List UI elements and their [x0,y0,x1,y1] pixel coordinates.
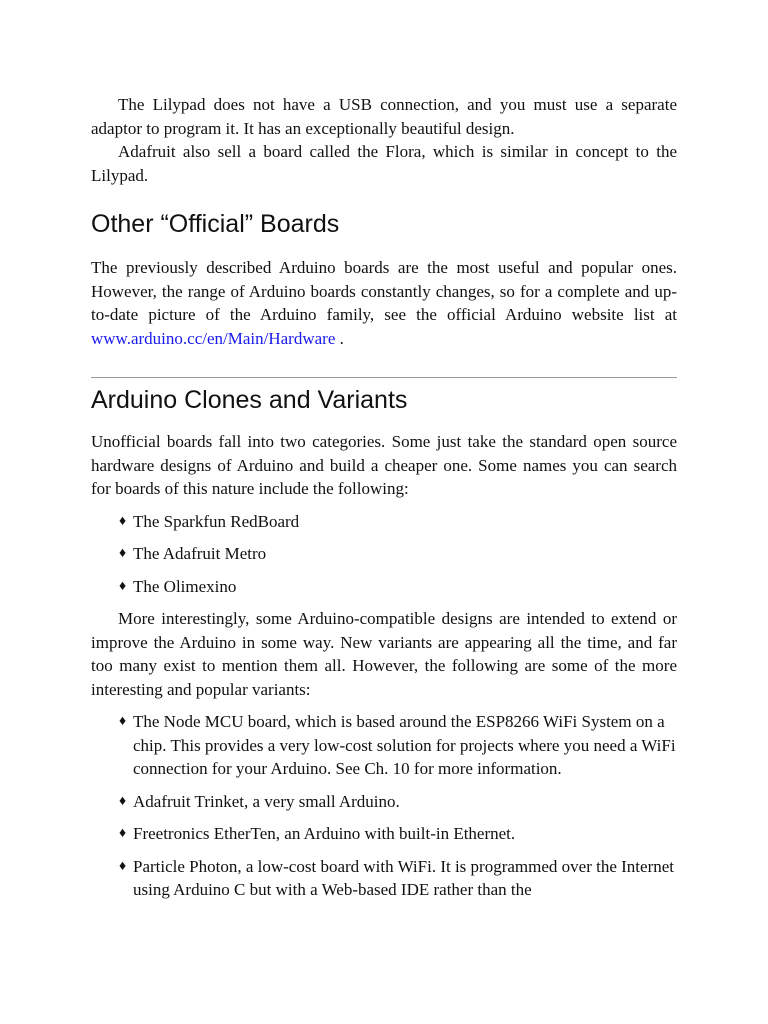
arduino-hardware-link[interactable]: www.arduino.cc/en/Main/Hardware [91,328,336,348]
diamond-bullet-icon: ♦ [119,513,127,529]
list-item-text: The Sparkfun RedBoard [133,511,300,531]
diamond-bullet-icon: ♦ [119,714,127,729]
list-item [91,542,677,566]
variant-board-list [91,710,677,902]
list-item [91,575,677,599]
intro-paragraph-1: The Lilypad does not have a USB connection, and you must use a separate adaptor to program it. It has an exceptionally beautiful design. [91,95,677,138]
list-item-text: Particle Photon, a low-cost board with WiFi. It is programmed over the Internet using Arduino C but with a Web-based IDE rather than the [133,856,674,899]
list-item [91,855,677,902]
clones-paragraph-1: Unofficial boards fall into two categories. Some just take the standard open source hardware designs of Arduino and build a cheaper one. Some names you can search for boards of this nature include the following: [91,432,677,498]
section-divider [91,377,677,378]
page-content [91,93,677,902]
diamond-bullet-icon: ♦ [119,578,127,594]
diamond-bullet-icon: ♦ [119,793,127,809]
list-item-text: The Olimexino [133,576,237,596]
clone-board-list [91,510,677,599]
diamond-bullet-icon: ♦ [119,858,127,874]
link-trailing-period: . [335,328,344,348]
list-item-text: Freetronics EtherTen, an Arduino with built-in Ethernet. [133,824,516,843]
official-boards-text: The previously described Arduino boards are the most useful and popular ones. However, the range of Arduino boards constantly changes, so for a complete and up-to-date picture of the Arduino family, see the official Arduino website list at [91,258,677,324]
list-item [91,710,677,781]
official-boards-paragraph [91,256,677,350]
diamond-bullet-icon: ♦ [119,546,127,561]
list-item-text: Adafruit Trinket, a very small Arduino. [133,791,400,811]
list-item [91,822,677,846]
list-item-text: The Node MCU board, which is based around the ESP8266 WiFi System on a chip. This provides a very low-cost solution for projects where you need a WiFi connection for your Arduino. See Ch. 10 for more information. [133,712,676,778]
official-boards-heading: Other “Official” Boards [91,210,340,238]
list-item-text: The Adafruit Metro [133,544,267,563]
clones-paragraph-2: More interestingly, some Arduino-compatible designs are intended to extend or improve the Arduino in some way. New variants are appearing all the time, and far too many exist to mention them all. However, the following are some of the more interesting and popular variants: [91,609,677,699]
diamond-bullet-icon: ♦ [119,826,127,841]
intro-paragraph-2: Adafruit also sell a board called the Flora, which is similar in concept to the Lilypad. [91,142,677,185]
list-item [91,790,677,814]
clones-heading: Arduino Clones and Variants [91,386,408,414]
list-item [91,510,677,534]
